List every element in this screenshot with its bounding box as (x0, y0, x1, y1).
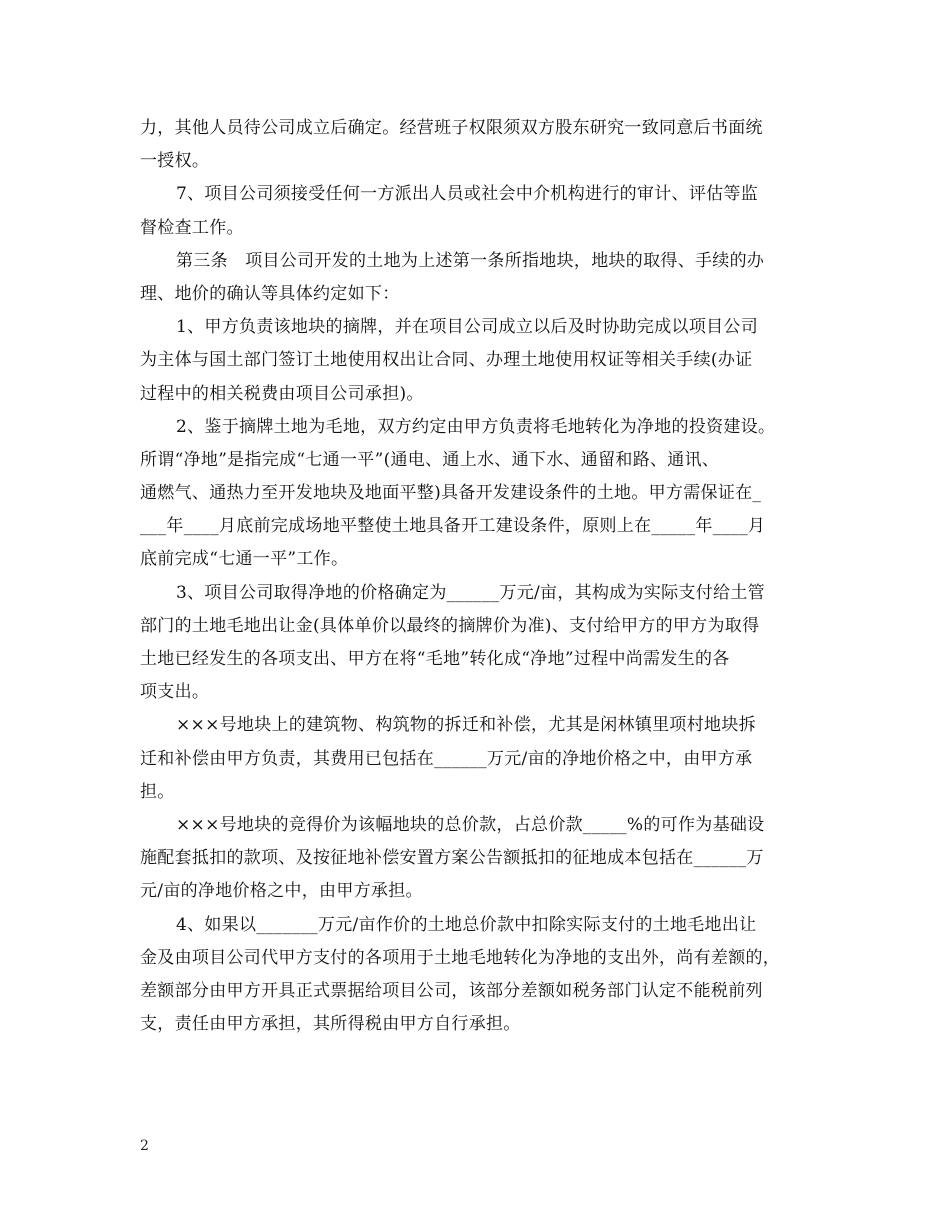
paragraph (140, 311, 812, 411)
text-line: 督检查工作。 (140, 217, 244, 238)
text-line: 过程中的相关税费由项目公司承担)。 (140, 383, 424, 404)
text-line: 元/亩的净地价格之中，由甲方承担。 (140, 881, 423, 902)
text-line: 部门的土地毛地出让金(具体单价以最终的摘牌价为准)、支付给甲方的甲方为取得 (140, 615, 760, 636)
text-line: 4、如果以_______万元/亩作价的土地总价款中扣除实际支付的土地毛地出让 (176, 914, 757, 935)
text-line: 力，其他人员待公司成立后确定。经营班子权限须双方股东研究一致同意后书面统 (140, 118, 763, 138)
text-line: 一授权。 (140, 151, 210, 172)
text-line: 迁和补偿由甲方负责，其费用已包括在______万元/亩的净地价格之中，由甲方承 (140, 748, 753, 769)
document-body (140, 112, 812, 1041)
paragraph (140, 909, 812, 1042)
paragraph (140, 577, 812, 710)
paragraph (140, 245, 812, 311)
text-line: 理、地价的确认等具体约定如下： (140, 283, 400, 304)
text-line: ×××号地块的竞得价为该幅地块的总价款，占总价款_____%的可作为基础设 (176, 814, 765, 835)
text-line: 第三条 项目公司开发的土地为上述第一条所指地块，地块的取得、手续的办 (176, 250, 765, 271)
text-line: 3、项目公司取得净地的价格确定为______万元/亩，其构成为实际支付给土管 (176, 582, 765, 603)
text-line: ___年____月底前完成场地平整使土地具备开工建设条件，原则上在_____年____月 (140, 516, 766, 537)
text-line: ×××号地块上的建筑物、构筑物的拆迁和补偿，尤其是闲林镇里项村地块拆 (176, 715, 756, 736)
text-line: 1、甲方负责该地块的摘牌，并在项目公司成立以后及时协助完成以项目公司 (176, 317, 759, 338)
text-line: 项支出。 (140, 682, 210, 703)
text-line: 通燃气、通热力至开发地块及地面平整)具备开发建设条件的土地。甲方需保证在_ (140, 483, 762, 504)
text-line: 施配套抵扣的款项、及按征地补偿安置方案公告额抵扣的征地成本包括在______万 (140, 848, 764, 869)
text-line: 土地已经发生的各项支出、甲方在将“毛地”转化成“净地”过程中尚需发生的各 (140, 649, 730, 669)
text-line: 差额部分由甲方开具正式票据给项目公司，该部分差额如税务部门认定不能税前列 (140, 980, 763, 1001)
paragraph (140, 178, 812, 244)
text-line: 2、鉴于摘牌土地为毛地，双方约定由甲方负责将毛地转化为净地的投资建设。 (176, 416, 776, 437)
text-line: 金及由项目公司代甲方支付的各项用于土地毛地转化为净地的支出外，尚有差额的， (140, 947, 781, 968)
paragraph (140, 411, 812, 577)
paragraph (140, 112, 812, 178)
paragraph (140, 709, 812, 809)
text-line: 底前完成“七通一平”工作。 (140, 549, 349, 570)
text-line: 所谓“净地”是指完成“七通一平”(通电、通上水、通下水、通留和路、通讯、 (140, 449, 720, 470)
paragraph (140, 809, 812, 909)
text-line: 7、项目公司须接受任何一方派出人员或社会中介机构进行的审计、评估等监 (176, 184, 759, 205)
text-line: 为主体与国土部门签订土地使用权出让合同、办理土地使用权证等相关手续(办证 (140, 350, 753, 371)
page-number: 2 (140, 1138, 149, 1154)
text-line: 支，责任由甲方承担，其所得税由甲方自行承担。 (140, 1014, 521, 1035)
text-line: 担。 (140, 781, 175, 802)
